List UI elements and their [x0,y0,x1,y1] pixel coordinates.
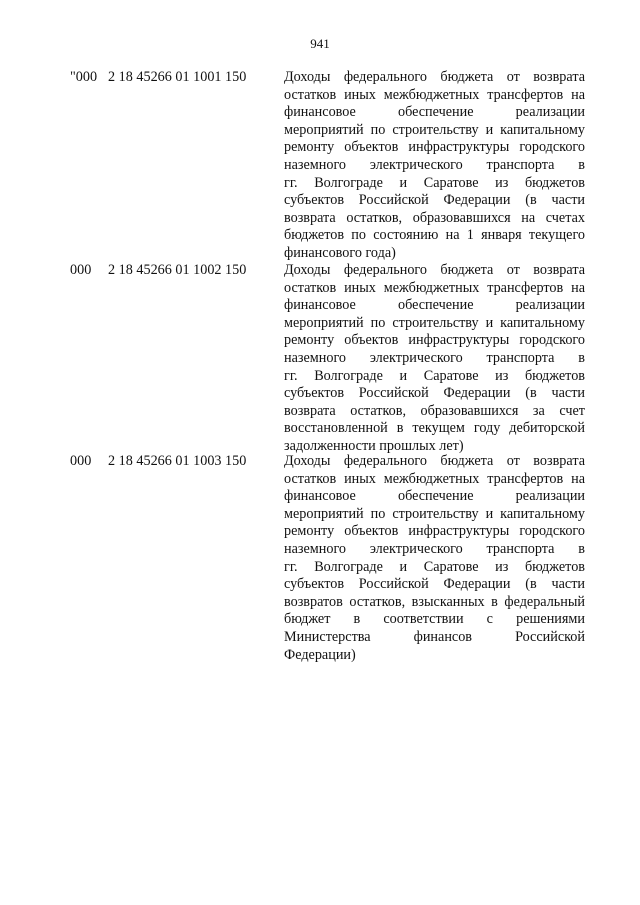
description-line: гг. Волгограде и Саратове из бюджетов [284,558,585,575]
description-line: финансовое обеспечение реализации [284,297,585,314]
admin-code: 000 [70,262,92,278]
description-line: субъектов Российской Федерации (в части [284,576,585,593]
description-line: остатков иных межбюджетных трансфертов на [284,279,585,296]
budget-classification-code: 2 18 45266 01 1001 150 [108,69,247,85]
budget-classification-code: 2 18 45266 01 1003 150 [108,453,247,469]
description-line: гг. Волгограде и Саратове из бюджетов [284,367,585,384]
description-line: ремонту объектов инфраструктуры городского [284,523,585,540]
description-line: остатков иных межбюджетных трансфертов на [284,470,585,487]
description-line: финансовое обеспечение реализации [284,104,585,121]
description-line: Доходы федерального бюджета от возврата [284,69,585,85]
description-line: Федерации) [284,646,356,663]
description-line: возврата остатков, образовавшихся на счетах [284,209,585,226]
description-line: мероприятий по строительству и капитальному [284,314,585,331]
page-number: 941 [310,36,330,51]
description-line: финансового года) [284,244,396,261]
description-line: мероприятий по строительству и капитальному [284,121,585,138]
description-line: гг. Волгограде и Саратове из бюджетов [284,174,585,191]
description-line: наземного электрического транспорта в [284,540,585,557]
budget-classification-code: 2 18 45266 01 1002 150 [108,262,247,278]
entry-description [284,453,585,664]
admin-code: 000 [70,453,92,469]
admin-code: "000 [70,69,98,85]
description-line: восстановленной в текущем году дебиторской [284,420,585,437]
description-line: Доходы федерального бюджета от возврата [284,262,585,278]
description-line: субъектов Российской Федерации (в части [284,192,585,209]
description-line: субъектов Российской Федерации (в части [284,385,585,402]
description-line: наземного электрического транспорта в [284,349,585,366]
description-line: задолженности прошлых лет) [284,437,464,454]
description-line: Министерства финансов Российской [284,628,585,645]
entry-description [284,262,585,456]
description-line: возврата остатков, образовавшихся за счет [284,402,585,419]
description-line: Доходы федерального бюджета от возврата [284,453,585,469]
description-line: ремонту объектов инфраструктуры городского [284,332,585,349]
description-line: бюджет в соответствии с решениями [284,611,585,628]
description-line: возвратов остатков, взысканных в федеральный [284,593,585,610]
description-line: остатков иных межбюджетных трансфертов на [284,86,585,103]
description-line: финансовое обеспечение реализации [284,488,585,505]
description-line: ремонту объектов инфраструктуры городского [284,139,585,156]
description-line: наземного электрического транспорта в [284,156,585,173]
entry-description [284,69,585,263]
description-line: мероприятий по строительству и капитальному [284,505,585,522]
description-line: бюджетов по состоянию на 1 января текущего [284,227,585,244]
